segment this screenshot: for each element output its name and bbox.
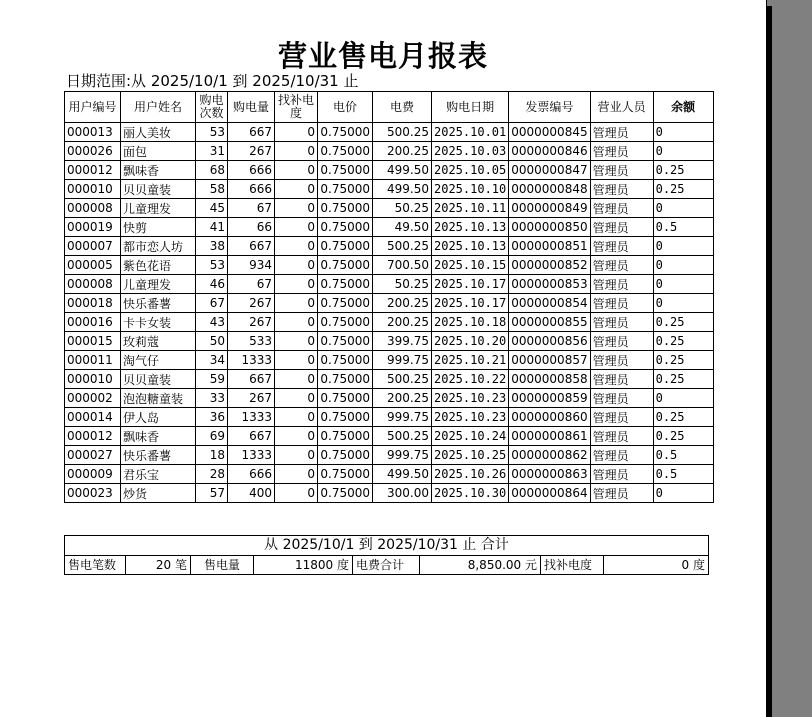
cell-fee: 999.75 [373,351,432,370]
cell-invoice: 0000000845 [509,123,590,142]
cell-purchase-qty: 267 [228,294,275,313]
cell-invoice: 0000000859 [509,389,590,408]
cell-invoice: 0000000849 [509,199,590,218]
col-header-operator: 营业人员 [590,92,653,123]
cell-date: 2025.10.30 [432,484,509,503]
cell-operator: 管理员 [590,389,653,408]
cell-user-name: 飘味香 [121,161,196,180]
cell-price: 0.75000 [318,351,373,370]
table-row [65,332,714,351]
cell-price: 0.75000 [318,294,373,313]
summary-qty-value: 11800 度 [254,556,353,574]
cell-purchase-count: 68 [196,161,228,180]
cell-purchase-qty: 666 [228,465,275,484]
cell-purchase-qty: 400 [228,484,275,503]
cell-fee: 50.25 [373,199,432,218]
cell-adjust-kwh: 0 [275,275,318,294]
cell-date: 2025.10.23 [432,389,509,408]
summary-count-value: 20 笔 [126,556,191,574]
cell-user-name: 玫莉蔻 [121,332,196,351]
cell-price: 0.75000 [318,427,373,446]
cell-invoice: 0000000848 [509,180,590,199]
cell-fee: 50.25 [373,275,432,294]
cell-user-id: 000016 [65,313,121,332]
cell-user-name: 丽人美妆 [121,123,196,142]
cell-adjust-kwh: 0 [275,351,318,370]
cell-balance: 0.25 [653,332,713,351]
cell-adjust-kwh: 0 [275,389,318,408]
cell-invoice: 0000000863 [509,465,590,484]
col-header-date: 购电日期 [432,92,509,123]
table-row [65,313,714,332]
col-header-purchase-count: 购电次数 [196,92,228,123]
cell-purchase-count: 57 [196,484,228,503]
cell-balance: 0 [653,256,713,275]
cell-price: 0.75000 [318,408,373,427]
cell-fee: 200.25 [373,142,432,161]
cell-purchase-qty: 267 [228,389,275,408]
table-row [65,427,714,446]
cell-purchase-count: 53 [196,123,228,142]
cell-purchase-qty: 267 [228,142,275,161]
cell-purchase-qty: 667 [228,370,275,389]
cell-user-name: 快乐番薯 [121,446,196,465]
cell-purchase-qty: 667 [228,237,275,256]
cell-date: 2025.10.17 [432,275,509,294]
cell-user-name: 紫色花语 [121,256,196,275]
summary-title: 从 2025/10/1 到 2025/10/31 止 合计 [65,536,708,556]
cell-fee: 49.50 [373,218,432,237]
cell-purchase-count: 59 [196,370,228,389]
cell-fee: 999.75 [373,408,432,427]
cell-price: 0.75000 [318,332,373,351]
cell-date: 2025.10.11 [432,199,509,218]
cell-user-id: 000014 [65,408,121,427]
cell-fee: 200.25 [373,294,432,313]
report-title: 营业售电月报表 [277,39,488,73]
summary-count-label: 售电笔数 [65,556,126,574]
cell-operator: 管理员 [590,446,653,465]
cell-fee: 500.25 [373,237,432,256]
cell-user-id: 000008 [65,199,121,218]
cell-user-id: 000010 [65,180,121,199]
table-row [65,446,714,465]
cell-operator: 管理员 [590,332,653,351]
cell-invoice: 0000000852 [509,256,590,275]
cell-user-id: 000012 [65,161,121,180]
cell-fee: 300.00 [373,484,432,503]
table-row [65,389,714,408]
cell-purchase-count: 58 [196,180,228,199]
cell-operator: 管理员 [590,161,653,180]
cell-operator: 管理员 [590,370,653,389]
cell-date: 2025.10.15 [432,256,509,275]
cell-operator: 管理员 [590,294,653,313]
cell-adjust-kwh: 0 [275,123,318,142]
cell-operator: 管理员 [590,218,653,237]
summary-fee-value: 8,850.00 元 [420,556,541,574]
cell-purchase-qty: 533 [228,332,275,351]
cell-adjust-kwh: 0 [275,142,318,161]
cell-fee: 499.50 [373,465,432,484]
cell-balance: 0 [653,275,713,294]
cell-invoice: 0000000847 [509,161,590,180]
cell-fee: 500.25 [373,370,432,389]
cell-user-name: 君乐宝 [121,465,196,484]
cell-date: 2025.10.01 [432,123,509,142]
cell-balance: 0 [653,484,713,503]
summary-row [65,556,708,574]
cell-purchase-qty: 1333 [228,408,275,427]
cell-invoice: 0000000860 [509,408,590,427]
cell-purchase-count: 43 [196,313,228,332]
cell-adjust-kwh: 0 [275,446,318,465]
cell-purchase-qty: 67 [228,199,275,218]
cell-invoice: 0000000850 [509,218,590,237]
cell-price: 0.75000 [318,123,373,142]
cell-adjust-kwh: 0 [275,161,318,180]
cell-invoice: 0000000855 [509,313,590,332]
cell-invoice: 0000000862 [509,446,590,465]
cell-purchase-qty: 666 [228,161,275,180]
cell-price: 0.75000 [318,180,373,199]
cell-user-id: 000013 [65,123,121,142]
cell-user-id: 000002 [65,389,121,408]
cell-user-id: 000026 [65,142,121,161]
cell-date: 2025.10.21 [432,351,509,370]
cell-invoice: 0000000857 [509,351,590,370]
cell-purchase-count: 41 [196,218,228,237]
cell-purchase-qty: 667 [228,427,275,446]
cell-balance: 0.25 [653,161,713,180]
cell-balance: 0 [653,389,713,408]
cell-adjust-kwh: 0 [275,199,318,218]
cell-fee: 499.50 [373,180,432,199]
table-header-row [65,92,714,123]
cell-price: 0.75000 [318,256,373,275]
cell-balance: 0.5 [653,446,713,465]
col-header-price: 电价 [318,92,373,123]
cell-user-id: 000018 [65,294,121,313]
cell-balance: 0.25 [653,313,713,332]
cell-date: 2025.10.10 [432,180,509,199]
cell-user-name: 飘味香 [121,427,196,446]
cell-purchase-count: 38 [196,237,228,256]
cell-user-id: 000009 [65,465,121,484]
cell-invoice: 0000000854 [509,294,590,313]
col-header-purchase-qty: 购电量 [228,92,275,123]
cell-date: 2025.10.20 [432,332,509,351]
cell-price: 0.75000 [318,370,373,389]
cell-purchase-count: 53 [196,256,228,275]
cell-user-id: 000011 [65,351,121,370]
cell-user-name: 泡泡糖童装 [121,389,196,408]
table-row [65,484,714,503]
table-row [65,370,714,389]
cell-date: 2025.10.22 [432,370,509,389]
cell-user-id: 000023 [65,484,121,503]
cell-adjust-kwh: 0 [275,218,318,237]
cell-invoice: 0000000861 [509,427,590,446]
page-shadow [766,6,772,717]
cell-date: 2025.10.05 [432,161,509,180]
cell-adjust-kwh: 0 [275,332,318,351]
cell-user-name: 儿童理发 [121,275,196,294]
cell-purchase-qty: 1333 [228,351,275,370]
cell-purchase-count: 18 [196,446,228,465]
cell-balance: 0 [653,123,713,142]
cell-price: 0.75000 [318,465,373,484]
cell-purchase-count: 36 [196,408,228,427]
cell-invoice: 0000000853 [509,275,590,294]
cell-operator: 管理员 [590,313,653,332]
col-header-adjust-kwh: 找补电度 [275,92,318,123]
cell-user-id: 000015 [65,332,121,351]
table-row [65,142,714,161]
cell-user-name: 快乐番薯 [121,294,196,313]
cell-operator: 管理员 [590,199,653,218]
summary-qty-label: 售电量 [191,556,254,574]
cell-balance: 0.5 [653,465,713,484]
cell-purchase-qty: 67 [228,275,275,294]
cell-adjust-kwh: 0 [275,484,318,503]
cell-adjust-kwh: 0 [275,370,318,389]
cell-operator: 管理员 [590,275,653,294]
cell-price: 0.75000 [318,199,373,218]
cell-fee: 500.25 [373,123,432,142]
cell-fee: 700.50 [373,256,432,275]
cell-user-id: 000012 [65,427,121,446]
cell-purchase-qty: 267 [228,313,275,332]
cell-operator: 管理员 [590,465,653,484]
cell-invoice: 0000000858 [509,370,590,389]
cell-invoice: 0000000846 [509,142,590,161]
cell-fee: 200.25 [373,389,432,408]
summary-box [64,535,709,575]
cell-date: 2025.10.03 [432,142,509,161]
cell-invoice: 0000000864 [509,484,590,503]
col-header-user-id: 用户编号 [65,92,121,123]
table-body [65,123,714,503]
col-header-fee: 电费 [373,92,432,123]
table-row [65,180,714,199]
cell-user-id: 000010 [65,370,121,389]
table-row [65,275,714,294]
cell-purchase-count: 34 [196,351,228,370]
cell-balance: 0.25 [653,408,713,427]
cell-operator: 管理员 [590,351,653,370]
col-header-user-name: 用户姓名 [121,92,196,123]
cell-fee: 500.25 [373,427,432,446]
cell-purchase-qty: 1333 [228,446,275,465]
cell-date: 2025.10.23 [432,408,509,427]
cell-purchase-qty: 666 [228,180,275,199]
cell-purchase-count: 33 [196,389,228,408]
cell-fee: 999.75 [373,446,432,465]
cell-user-id: 000008 [65,275,121,294]
table-row [65,237,714,256]
cell-purchase-count: 69 [196,427,228,446]
cell-balance: 0 [653,142,713,161]
col-header-balance: 余额 [653,92,713,123]
cell-price: 0.75000 [318,161,373,180]
cell-operator: 管理员 [590,237,653,256]
col-header-invoice: 发票编号 [509,92,590,123]
cell-adjust-kwh: 0 [275,294,318,313]
table-row [65,161,714,180]
cell-purchase-qty: 667 [228,123,275,142]
cell-operator: 管理员 [590,123,653,142]
cell-user-name: 快剪 [121,218,196,237]
date-range: 日期范围:从 2025/10/1 到 2025/10/31 止 [66,72,359,90]
cell-operator: 管理员 [590,427,653,446]
cell-user-id: 000005 [65,256,121,275]
cell-date: 2025.10.25 [432,446,509,465]
cell-purchase-count: 50 [196,332,228,351]
cell-adjust-kwh: 0 [275,180,318,199]
cell-balance: 0.25 [653,370,713,389]
cell-user-id: 000007 [65,237,121,256]
summary-adjust-label: 找补电度 [541,556,604,574]
cell-fee: 499.50 [373,161,432,180]
cell-date: 2025.10.13 [432,237,509,256]
cell-invoice: 0000000851 [509,237,590,256]
cell-operator: 管理员 [590,142,653,161]
table-row [65,199,714,218]
table-row [65,123,714,142]
table-row [65,351,714,370]
cell-user-name: 淘气仔 [121,351,196,370]
cell-date: 2025.10.13 [432,218,509,237]
table-row [65,218,714,237]
sales-table [64,91,714,503]
summary-adjust-value: 0 度 [681,558,705,572]
cell-adjust-kwh: 0 [275,313,318,332]
cell-user-id: 000027 [65,446,121,465]
cell-balance: 0 [653,199,713,218]
cell-price: 0.75000 [318,389,373,408]
cell-fee: 200.25 [373,313,432,332]
cell-price: 0.75000 [318,484,373,503]
cell-operator: 管理员 [590,180,653,199]
cell-price: 0.75000 [318,313,373,332]
cell-purchase-count: 28 [196,465,228,484]
cell-adjust-kwh: 0 [275,408,318,427]
table-row [65,408,714,427]
cell-purchase-count: 46 [196,275,228,294]
cell-user-id: 000019 [65,218,121,237]
cell-balance: 0.25 [653,427,713,446]
cell-purchase-qty: 934 [228,256,275,275]
table-row [65,465,714,484]
cell-user-name: 都市恋人坊 [121,237,196,256]
cell-purchase-count: 67 [196,294,228,313]
cell-balance: 0.25 [653,180,713,199]
cell-adjust-kwh: 0 [275,465,318,484]
cell-operator: 管理员 [590,408,653,427]
cell-purchase-qty: 66 [228,218,275,237]
cell-purchase-count: 31 [196,142,228,161]
cell-date: 2025.10.17 [432,294,509,313]
cell-fee: 399.75 [373,332,432,351]
cell-user-name: 炒货 [121,484,196,503]
cell-invoice: 0000000856 [509,332,590,351]
cell-user-name: 儿童理发 [121,199,196,218]
cell-price: 0.75000 [318,237,373,256]
cell-purchase-count: 45 [196,199,228,218]
cell-price: 0.75000 [318,142,373,161]
summary-fee-label: 电费合计 [353,556,420,574]
cell-operator: 管理员 [590,484,653,503]
cell-user-name: 卡卡女装 [121,313,196,332]
cell-user-name: 贝贝童装 [121,370,196,389]
cell-user-name: 贝贝童装 [121,180,196,199]
cell-price: 0.75000 [318,275,373,294]
cell-user-name: 面包 [121,142,196,161]
table-row [65,294,714,313]
cell-adjust-kwh: 0 [275,427,318,446]
cell-date: 2025.10.26 [432,465,509,484]
cell-date: 2025.10.24 [432,427,509,446]
cell-balance: 0.25 [653,351,713,370]
cell-adjust-kwh: 0 [275,256,318,275]
cell-date: 2025.10.18 [432,313,509,332]
cell-adjust-kwh: 0 [275,237,318,256]
cell-user-name: 伊人岛 [121,408,196,427]
cell-operator: 管理员 [590,256,653,275]
cell-price: 0.75000 [318,446,373,465]
table-row [65,256,714,275]
cell-balance: 0.5 [653,218,713,237]
cell-price: 0.75000 [318,218,373,237]
cell-balance: 0 [653,294,713,313]
cell-balance: 0 [653,237,713,256]
